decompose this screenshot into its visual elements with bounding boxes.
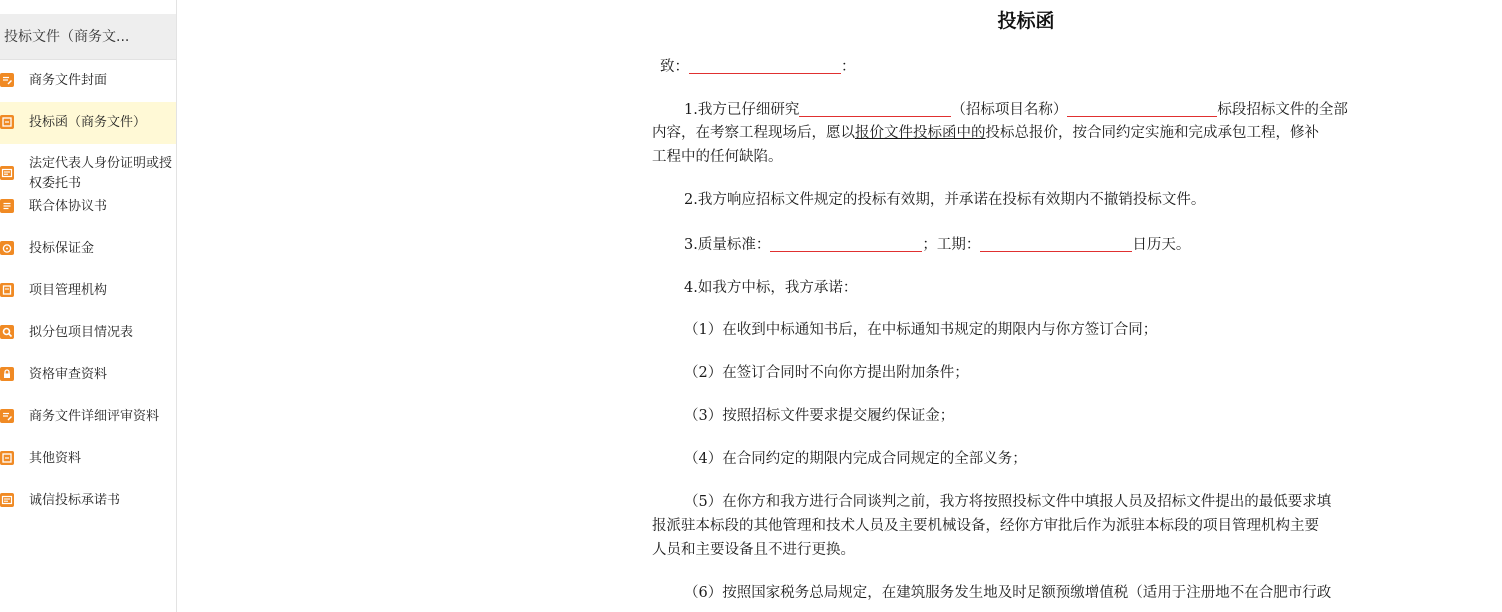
sidebar-item-label: 其他资料	[29, 451, 82, 466]
calendar-days-label: 日历天。	[1132, 237, 1191, 253]
paragraph-3	[684, 233, 1432, 257]
sidebar-item-label: 投标保证金	[29, 241, 95, 256]
sidebar-item-5[interactable]	[0, 228, 176, 270]
p1-text-d: 内容，在考察工程现场后，愿以	[652, 125, 855, 141]
building-icon	[0, 283, 16, 299]
piggy-bank-icon	[0, 241, 16, 257]
commitment-5-line-2: 报派驻本标段的其他管理和技术人员及主要机械设备，经你方审批后作为派驻本标段的项目管理机构主要	[652, 518, 1319, 534]
commitment-4: （4）在合同约定的期限内完成合同规定的全部义务；	[684, 451, 1027, 467]
addressee-suffix: ：	[841, 59, 856, 75]
seal-icon	[0, 451, 16, 467]
id-card-icon	[0, 166, 16, 182]
commitment-3: （3）按照招标文件要求提交履约保证金；	[684, 408, 955, 424]
sidebar-header[interactable]: 投标文件（商务文...	[0, 14, 176, 60]
sidebar-item-11[interactable]	[0, 480, 176, 522]
paragraph-1-line-1	[684, 98, 1432, 122]
quality-label: 3.质量标准：	[684, 237, 771, 253]
addressee-line	[660, 55, 1408, 79]
lock-icon	[0, 367, 16, 383]
paragraph-4: 4.如我方中标，我方承诺：	[684, 280, 858, 296]
list-doc-icon	[0, 199, 16, 215]
sidebar-item-7[interactable]	[0, 312, 176, 354]
commitment-1: （1）在收到中标通知书后，在中标通知书规定的期限内与你方签订合同；	[684, 322, 1158, 338]
sidebar-item-9[interactable]	[0, 396, 176, 438]
sidebar-item-4[interactable]	[0, 186, 176, 228]
p1-text-b: （招标项目名称）	[951, 102, 1068, 118]
seal-icon	[0, 115, 16, 131]
sidebar-item-label: 诚信投标承诺书	[29, 493, 121, 508]
paragraph-1-line-3: 工程中的任何缺陷。	[652, 149, 783, 165]
section-blank[interactable]	[1067, 100, 1217, 117]
sidebar-item-label: 资格审查资料	[29, 367, 108, 382]
duration-blank[interactable]	[980, 235, 1132, 252]
p1-text-c: 标段招标文件的全部	[1217, 102, 1348, 118]
project-name-blank[interactable]	[799, 100, 951, 117]
quality-blank[interactable]	[770, 235, 922, 252]
paragraph-2: 2.我方响应招标文件规定的投标有效期，并承诺在投标有效期内不撤销投标文件。	[684, 192, 1206, 208]
sidebar-item-label: 法定代表人身份证明或授权委托书	[29, 156, 173, 191]
sidebar-item-label: 商务文件封面	[29, 73, 108, 88]
sidebar-item-label: 商务文件详细评审资料	[29, 409, 160, 424]
p1-underlined-text: 报价文件投标函中的	[855, 125, 986, 141]
addressee-label: 致：	[660, 59, 689, 75]
sidebar-item-6[interactable]	[0, 270, 176, 312]
sidebar-item-10[interactable]	[0, 438, 176, 480]
search-icon	[0, 325, 16, 341]
sidebar-item-8[interactable]	[0, 354, 176, 396]
commitment-6-line-1: （6）按照国家税务总局规定，在建筑服务发生地及时足额预缴增值税（适用于注册地不在合肥市行政	[684, 585, 1332, 601]
commitment-2: （2）在签订合同时不向你方提出附加条件；	[684, 365, 969, 381]
sidebar-item-1[interactable]	[0, 60, 176, 102]
page-title: 投标函	[997, 10, 1055, 32]
sidebar-item-label: 联合体协议书	[29, 199, 108, 214]
paragraph-1-line-2	[652, 121, 1400, 145]
p1-text-e: 投标总报价，按合同约定实施和完成承包工程，修补	[985, 125, 1319, 141]
sidebar-item-2[interactable]	[0, 102, 176, 144]
duration-label: ；工期：	[922, 237, 981, 253]
commitment-5-line-1: （5）在你方和我方进行合同谈判之前，我方将按照投标文件中填报人员及招标文件提出的最低要求填	[684, 494, 1332, 510]
id-card-icon	[0, 493, 16, 509]
addressee-blank[interactable]	[689, 57, 841, 74]
sidebar-item-label: 投标函（商务文件）	[29, 115, 147, 130]
sidebar-item-label: 项目管理机构	[29, 283, 108, 298]
doc-edit-icon	[0, 73, 16, 89]
sidebar-item-label: 拟分包项目情况表	[29, 325, 134, 340]
commitment-5-line-3: 人员和主要设备且不进行更换。	[652, 542, 855, 558]
sidebar	[0, 0, 177, 612]
p1-text-a: 1.我方已仔细研究	[684, 102, 800, 118]
doc-edit-icon	[0, 409, 16, 425]
